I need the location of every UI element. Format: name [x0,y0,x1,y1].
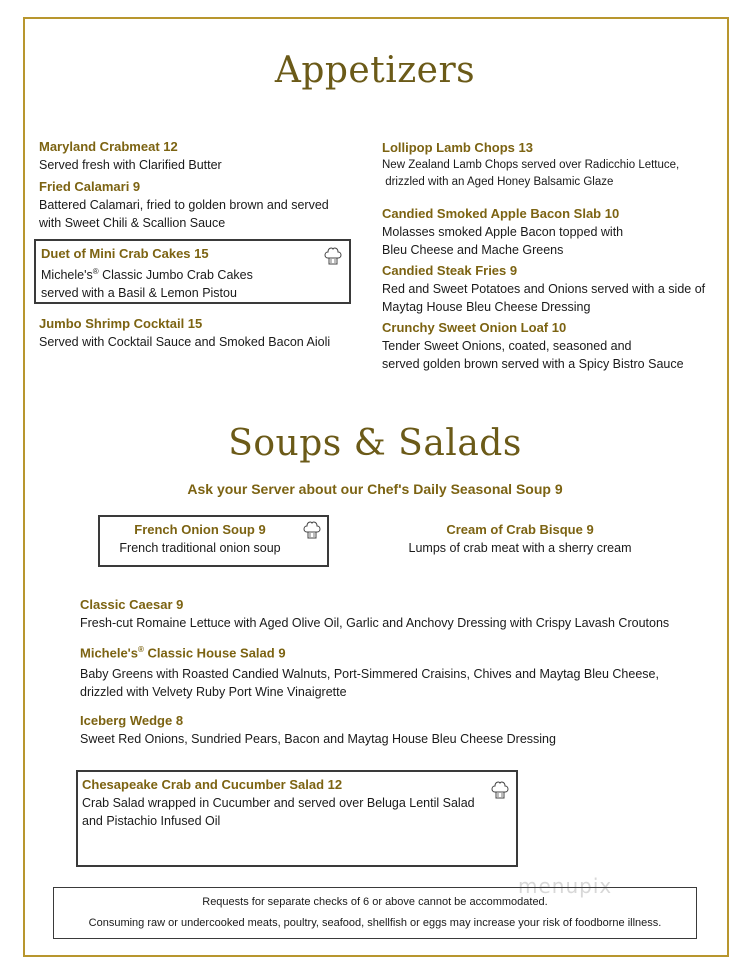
notice-line-checks: Requests for separate checks of 6 or above cannot be accommodated. [202,896,548,908]
item-name: Maryland Crabmeat 12 [39,139,178,154]
name-rest: Classic House Salad 9 [143,645,286,661]
notice-line-health: Consuming raw or undercooked meats, poultry, seafood, shellfish or eggs may increase your risk of foodborne illness. [88,917,662,929]
item-name: Classic Caesar 9 [80,597,184,612]
item-name: Lollipop Lamb Chops 13 [382,140,533,155]
item-desc: served golden brown served with a Spicy Bistro Sauce [382,357,684,371]
item-desc: Maytag House Bleu Cheese Dressing [382,300,591,314]
item-desc: Baby Greens with Roasted Candied Walnuts, Port-Simmered Craisins, Chives and Maytag Bleu Cheese, [80,667,659,682]
watermark: menupix [518,874,613,898]
menu-item-french-onion [100,521,300,557]
item-desc: Sweet Red Onions, Sundried Pears, Bacon and Maytag House Bleu Cheese Dressing [80,732,556,746]
item-desc: Lumps of crab meat with a sherry cream [408,541,632,555]
item-desc: drizzled with an Aged Honey Balsamic Glaze [382,176,614,188]
item-name: Chesapeake Crab and Cucumber Salad 12 [82,777,343,792]
item-desc: with Sweet Chili & Scallion Sauce [39,216,226,230]
item-name: Iceberg Wedge 8 [80,713,184,728]
name-prefix: Michele's [80,645,139,661]
item-desc: Served with Cocktail Sauce and Smoked Bacon Aioli [39,335,331,349]
item-name: Candied Smoked Apple Bacon Slab 10 [382,206,620,221]
item-desc: Battered Calamari, fried to golden brown and served [39,198,329,212]
daily-soup-note: Ask your Server about our Chef's Daily Seasonal Soup 9 [187,481,563,497]
menu-item-chesapeake [82,776,482,830]
item-name: Duet of Mini Crab Cakes 15 [41,246,209,261]
item-desc [41,263,331,284]
menu-item-steak-fries [382,262,712,316]
menu-item-bacon-slab [382,205,712,259]
item-name: Candied Steak Fries 9 [382,263,518,278]
item-name [80,641,700,662]
registered-mark: ® [92,267,99,276]
item-desc: Served fresh with Clarified Butter [39,158,222,172]
item-desc: Bleu Cheese and Mache Greens [382,243,564,257]
desc-prefix: Michele's [41,268,93,283]
item-name: French Onion Soup 9 [134,522,266,537]
chef-hat-icon [323,245,343,267]
menu-item-maryland-crabmeat [39,138,359,174]
item-name: Fried Calamari 9 [39,179,141,194]
appetizers-heading: Appetizers [274,50,476,91]
chef-hat-icon [490,779,510,801]
menu-item-iceberg [80,712,700,748]
registered-mark: ® [138,645,144,654]
item-desc: and Pistachio Infused Oil [82,814,221,828]
menu-item-onion-loaf [382,319,712,373]
menu-item-fried-calamari [39,178,359,232]
soups-salads-heading: Soups & Salads [228,423,522,464]
item-desc: Tender Sweet Onions, coated, seasoned and [382,339,632,353]
menu-item-house-salad [80,641,700,701]
menu-item-crab-bisque [400,521,640,557]
item-name: Cream of Crab Bisque 9 [446,522,594,537]
desc-rest: Classic Jumbo Crab Cakes [98,268,253,283]
item-desc: served with a Basil & Lemon Pistou [41,286,237,301]
menu-item-lamb-chops [382,139,712,191]
item-desc: Molasses smoked Apple Bacon topped with [382,225,624,239]
item-desc: Crab Salad wrapped in Cucumber and served over Beluga Lentil Salad [82,796,475,810]
item-desc: Fresh-cut Romaine Lettuce with Aged Olive Oil, Garlic and Anchovy Dressing with Crispy Lavash Croutons [80,616,670,630]
item-name: Jumbo Shrimp Cocktail 15 [39,316,203,331]
chef-hat-icon [302,519,322,541]
item-name: Crunchy Sweet Onion Loaf 10 [382,320,567,335]
menu-item-shrimp-cocktail [39,315,359,351]
item-desc: Red and Sweet Potatoes and Onions served with a side of [382,282,706,296]
item-desc: French traditional onion soup [119,541,281,555]
menu-item-caesar [80,596,700,632]
notice-box [53,887,697,939]
item-desc: New Zealand Lamb Chops served over Radicchio Lettuce, [382,159,680,171]
item-desc: drizzled with Velvety Ruby Port Wine Vinaigrette [80,685,347,700]
menu-item-duet-crab-cakes [41,245,331,302]
